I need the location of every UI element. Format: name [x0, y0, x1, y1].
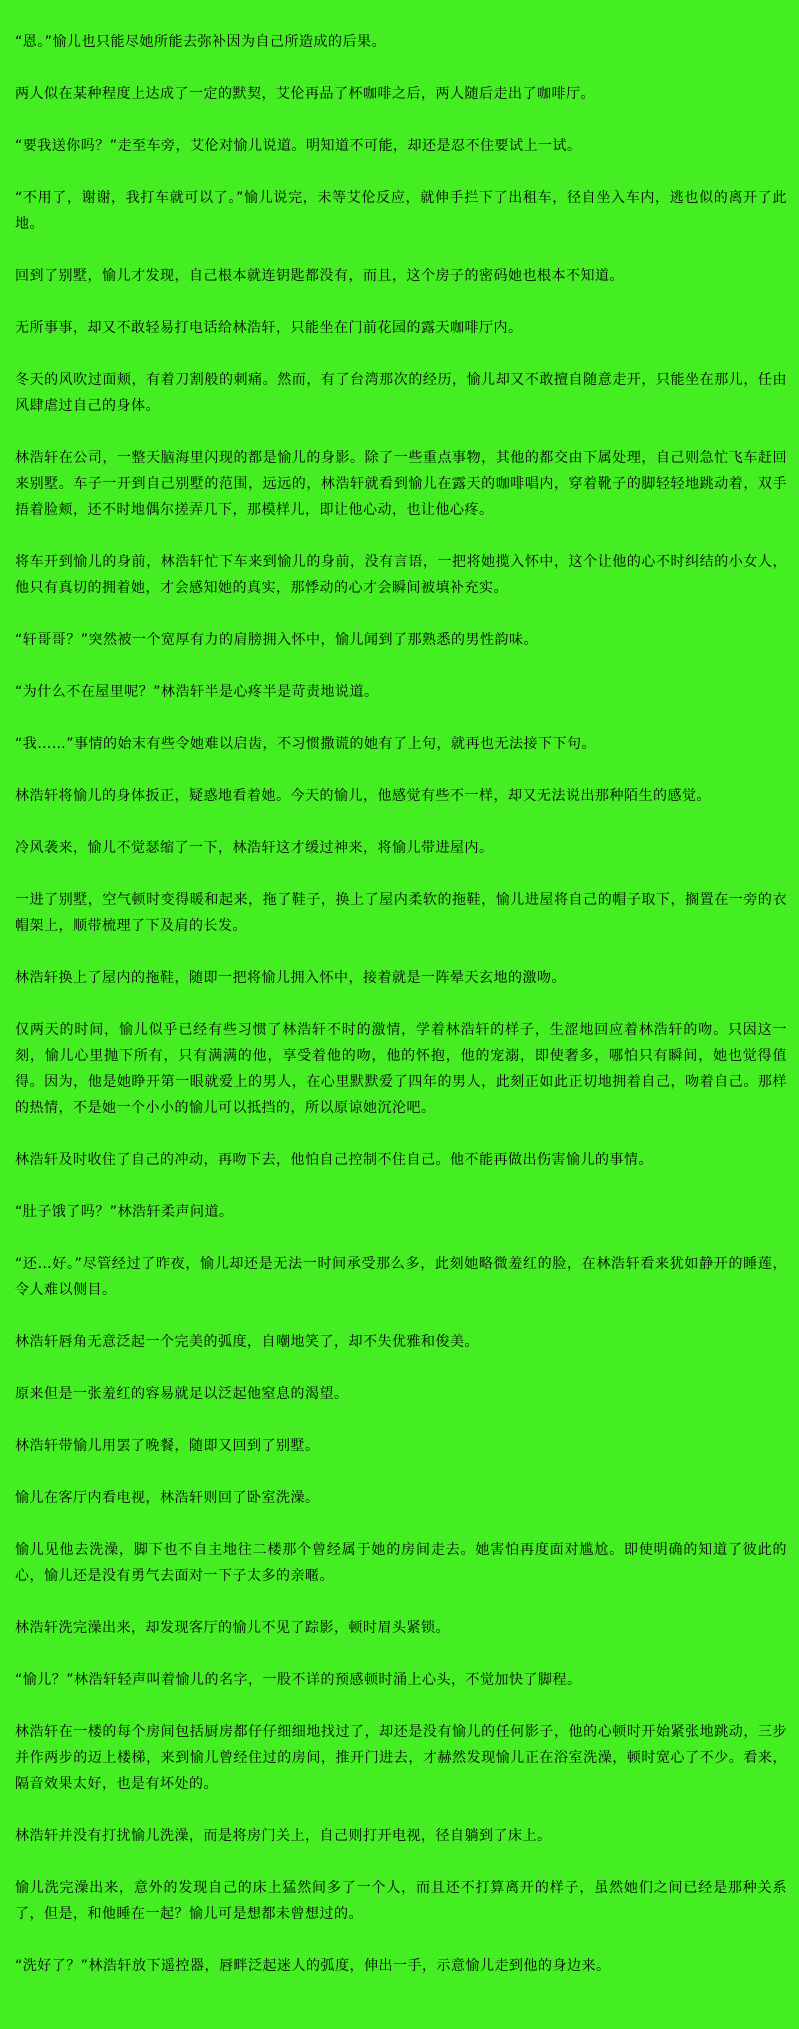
- paragraph: 林浩轩将愉儿的身体扳正，疑惑地看着她。今天的愉儿，他感觉有些不一样，却又无法说出那种陌生的感觉。: [15, 788, 711, 804]
- paragraph: “还…好。”尽管经过了昨夜，愉儿却还是无法一时间承受那么多，此刻她略微羞红的脸，在林浩轩看来犹如静开的睡莲，令人难以侧目。: [15, 1256, 787, 1298]
- paragraph: 林浩轩换上了屋内的拖鞋，随即一把将愉儿拥入怀中，接着就是一阵晕天玄地的激吻。: [15, 970, 566, 986]
- paragraph: 林浩轩唇角无意泛起一个完美的弧度，自嘲地笑了，却不失优雅和俊美。: [15, 1334, 479, 1350]
- paragraph: 回到了别墅，愉儿才发现，自己根本就连钥匙都没有，而且，这个房子的密码她也根本不知道。: [15, 268, 624, 284]
- paragraph: “愉儿？”林浩轩轻声叫着愉儿的名字，一股不详的预感顿时涌上心头，不觉加快了脚程。: [15, 1672, 582, 1688]
- paragraph: 无所事事，却又不敢轻易打电话给林浩轩，只能坐在门前花园的露天咖啡厅内。: [15, 320, 523, 336]
- paragraph: 一进了别墅，空气顿时变得暖和起来，拖了鞋子，换上了屋内柔软的拖鞋，愉儿进屋将自己的帽子取下，搁置在一旁的衣帽架上，顺带梳理了下及肩的长发。: [15, 892, 787, 934]
- paragraph: 两人似在某种程度上达成了一定的默契，艾伦再品了杯咖啡之后，两人随后走出了咖啡厅。: [15, 86, 595, 102]
- paragraph: 愉儿在客厅内看电视，林浩轩则回了卧室洗澡。: [15, 1490, 320, 1506]
- paragraph: “洗好了？”林浩轩放下遥控器，唇畔泛起迷人的弧度，伸出一手，示意愉儿走到他的身边来。: [15, 1958, 611, 1974]
- paragraph: 冬天的风吹过面颊，有着刀割般的刺痛。然而，有了台湾那次的经历，愉儿却又不敢擅自随意走开，只能坐在那儿，任由风肆虐过自己的身体。: [15, 372, 787, 414]
- paragraph: 林浩轩带愉儿用罢了晚餐，随即又回到了别墅。: [15, 1438, 320, 1454]
- paragraph: 林浩轩在公司，一整天脑海里闪现的都是愉儿的身影。除了一些重点事物，其他的都交由下属处理，自己则急忙飞车赶回来别墅。车子一开到自己别墅的范围，远远的，林浩轩就看到愉儿在露天的咖啡唱内，穿着靴子的脚轻轻地跳动着，双手捂着脸颊，还不时地偶尔搓弄几下，那模样儿，即让他心动，也让他心疼。: [15, 450, 787, 518]
- paragraph: 林浩轩及时收住了自己的冲动，再吻下去，他怕自己控制不住自己。他不能再做出伤害愉儿的事情。: [15, 1152, 653, 1168]
- paragraph: 将车开到愉儿的身前，林浩轩忙下车来到愉儿的身前，没有言语，一把将她揽入怀中，这个让他的心不时纠结的小女人，他只有真切的拥着她，才会感知她的真实，那悸动的心才会瞬间被填补充实。: [15, 554, 787, 596]
- chapter-text: [15, 29, 787, 1979]
- paragraph: “要我送你吗？”走至车旁，艾伦对愉儿说道。明知道不可能，却还是忍不住要试上一试。: [15, 138, 582, 154]
- paragraph: 林浩轩并没有打扰愉儿洗澡，而是将房门关上，自己则打开电视，径自躺到了床上。: [15, 1828, 552, 1844]
- paragraph: “我……”事情的始末有些令她难以启齿，不习惯撒谎的她有了上句，就再也无法接下下句。: [15, 736, 597, 752]
- paragraph: “恩。”愉儿也只能尽她所能去弥补因为自己所造成的后果。: [15, 34, 387, 50]
- paragraph: 仅两天的时间，愉儿似乎已经有些习惯了林浩轩不时的激情，学着林浩轩的样子，生涩地回应着林浩轩的吻。只因这一刻，愉儿心里抛下所有，只有满满的他，享受着他的吻，他的怀抱，他的宠溺，即使奢多，哪怕只有瞬间，她也觉得值得。因为，他是她睁开第一眼就爱上的男人，在心里默默爱了四年的男人，此刻正如此正切地拥着自己，吻着自己。那样的热情，不是她一个小小的愉儿可以抵挡的，所以原谅她沉沦吧。: [15, 1022, 787, 1116]
- paragraph: “不用了，谢谢，我打车就可以了。”愉儿说完，未等艾伦反应，就伸手拦下了出租车，径自坐入车内，逃也似的离开了此地。: [15, 190, 787, 232]
- paragraph: “肚子饿了吗？”林浩轩柔声问道。: [15, 1204, 234, 1220]
- paragraph: “轩哥哥？”突然被一个宽厚有力的肩膀拥入怀中，愉儿闻到了那熟悉的男性韵味。: [15, 632, 539, 648]
- paragraph: 愉儿洗完澡出来，意外的发现自己的床上猛然间多了一个人，而且还不打算离开的样子，虽然她们之间已经是那种关系了，但是，和他睡在一起？愉儿可是想都未曾想过的。: [15, 1880, 787, 1922]
- paragraph: 愉儿见他去洗澡，脚下也不自主地往二楼那个曾经属于她的房间走去。她害怕再度面对尴尬。即使明确的知道了彼此的心，愉儿还是没有勇气去面对一下子太多的亲暱。: [15, 1542, 787, 1584]
- paragraph: 林浩轩洗完澡出来，却发现客厅的愉儿不见了踪影，顿时眉头紧锁。: [15, 1620, 450, 1636]
- paragraph: 原来但是一张羞红的容易就足以泛起他窒息的渴望。: [15, 1386, 349, 1402]
- paragraph: 冷风袭来，愉儿不觉瑟缩了一下，林浩轩这才缓过神来，将愉儿带进屋内。: [15, 840, 494, 856]
- paragraph: 林浩轩在一楼的每个房间包括厨房都仔仔细细地找过了，却还是没有愉儿的任何影子，他的心顿时开始紧张地跳动，三步并作两步的迈上楼梯，来到愉儿曾经住过的房间，推开门进去，才赫然发现愉儿正在浴室洗澡，顿时宽心了不少。看来，隔音效果太好，也是有坏处的。: [15, 1724, 787, 1792]
- paragraph: “为什么不在屋里呢？”林浩轩半是心疼半是苛责地说道。: [15, 684, 379, 700]
